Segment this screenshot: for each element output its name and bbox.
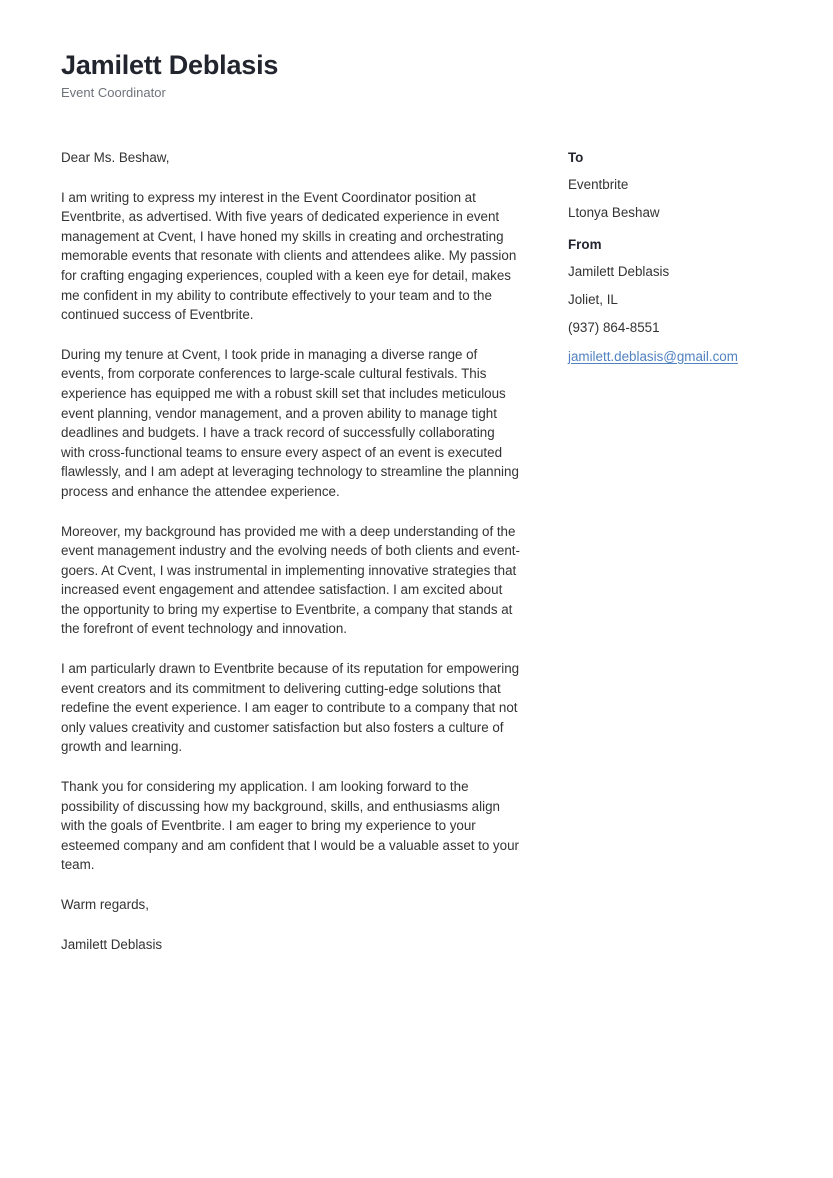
recipient-block [568, 150, 783, 221]
recipient-company: Eventbrite [568, 177, 629, 193]
sender-block [568, 237, 783, 364]
contact-sidebar [568, 150, 783, 365]
applicant-name: Jamilett Deblasis [61, 50, 279, 80]
letter-paragraph: Moreover, my background has provided me with a deep understanding of the event management industry and the evolving needs of both clients and event-goers. At Cvent, I was instrumental in implementing innovative strategies that increased event engagement and attendee satisfaction. I am excited about the opportunity to bring my expertise to Eventbrite, a company that stands at the forefront of event technology and innovation. [61, 523, 520, 637]
letter-paragraph: I am writing to express my interest in the Event Coordinator position at Eventbrite, as advertised. With five years of dedicated experience in event management at Cvent, I have honed my skills in creating and orchestrating memorable events that resonate with clients and attendees alike. My passion for crafting engaging experiences, coupled with a keen eye for detail, makes me confident in my ability to contribute effectively to your team and to the continued success of Eventbrite. [61, 189, 517, 323]
letter-body [61, 148, 522, 954]
letter-paragraph: During my tenure at Cvent, I took pride in managing a diverse range of events, from corporate conferences to large-scale cultural festivals. This experience has equipped me with a robust skill set that includes meticulous event planning, vendor management, and a proven ability to manage tight deadlines and budgets. I have a track record of successfully collaborating with cross-functional teams to ensure every aspect of an event is executed flawlessly, and I am adept at leveraging technology to streamline the planning process and enhance the attendee experience. [61, 346, 519, 499]
sender-phone: (937) 864-8551 [568, 320, 660, 336]
sender-location: Joliet, IL [568, 292, 618, 308]
sender-email-link[interactable]: jamilett.deblasis@gmail.com [568, 348, 738, 364]
sender-name: Jamilett Deblasis [568, 264, 670, 280]
sender-email-row [568, 349, 783, 365]
letter-signature: Jamilett Deblasis [61, 936, 163, 952]
recipient-name: Ltonya Beshaw [568, 205, 660, 221]
letter-header [61, 50, 581, 101]
letter-paragraph: I am particularly drawn to Eventbrite because of its reputation for empowering event creators and its commitment to delivering cutting-edge solutions that redefine the event experience. I am eager to contribute to a company that not only values creativity and customer satisfaction but also fosters a culture of growth and learning. [61, 661, 520, 755]
applicant-job-title: Event Coordinator [61, 85, 166, 101]
letter-closing: Warm regards, [61, 897, 149, 912]
from-heading: From [568, 237, 602, 253]
letter-salutation: Dear Ms. Beshaw, [61, 150, 170, 165]
letter-paragraph: Thank you for considering my application. I am looking forward to the possibility of discussing how my background, skills, and enthusiasms align with the goals of Eventbrite. I am eager to bring my experience to your esteemed company and am confident that I would be a valuable asset to your team. [61, 779, 519, 873]
to-heading: To [568, 150, 584, 165]
